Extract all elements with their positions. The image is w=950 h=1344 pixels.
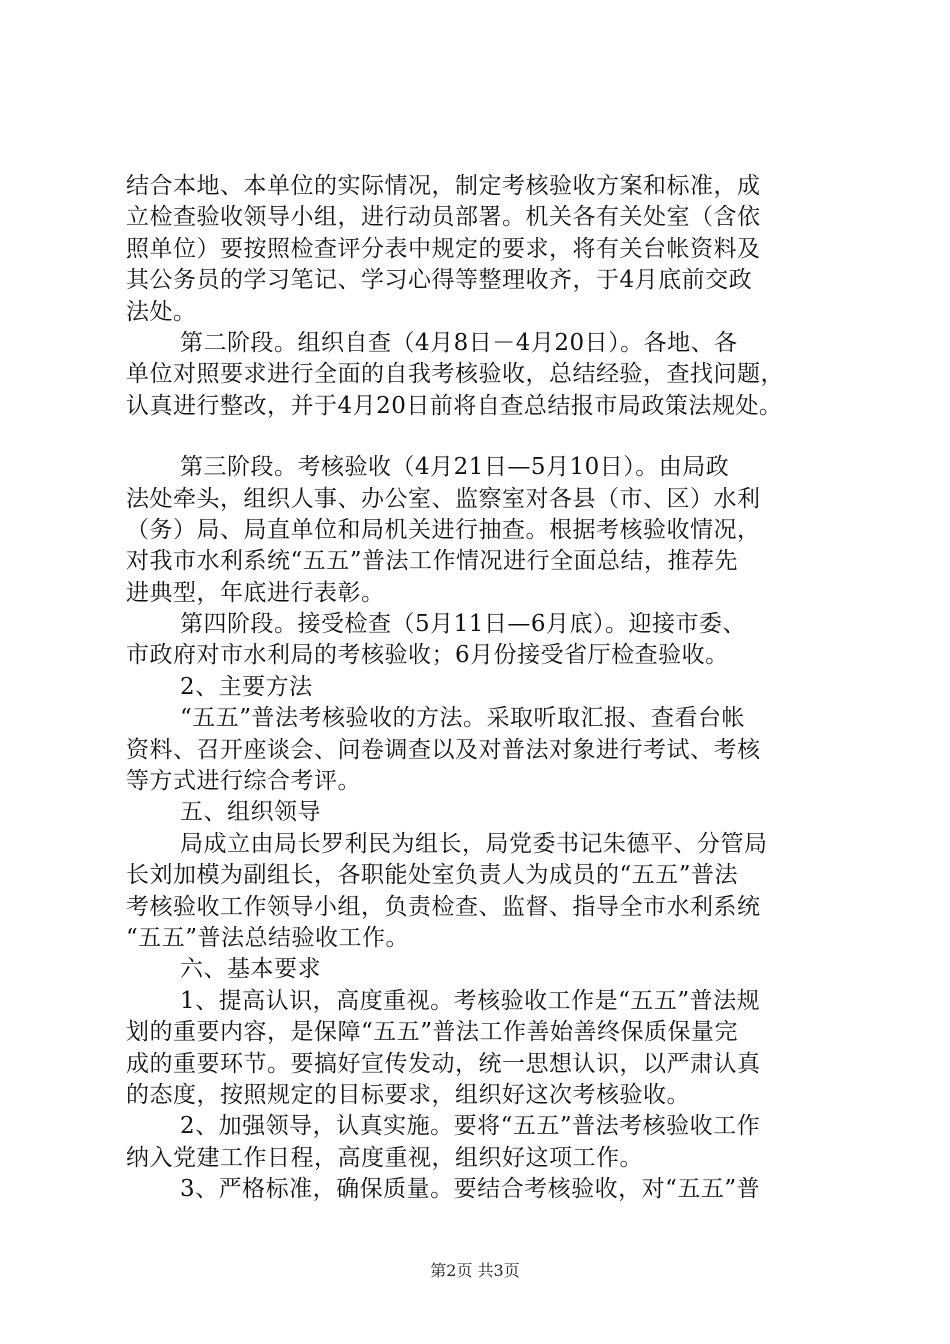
text-line: 立检查验收领导小组，进行动员部署。机关各有关处室（含依	[126, 204, 761, 231]
text-line: （务）局、局直单位和局机关进行抽查。根据考核验收情况，	[126, 516, 761, 543]
section-heading: 六、基本要求	[180, 956, 321, 983]
text-line: 的态度，按照规定的目标要求，组织好这次考核验收。	[126, 1081, 690, 1108]
paragraph-start: 第四阶段。接受检查（5月11日—6月底）。迎接市委、	[180, 611, 747, 638]
text-line: 照单位）要按照检查评分表中规定的要求，将有关台帐资料及	[126, 235, 761, 262]
text-line: 进典型，年底进行表彰。	[126, 579, 385, 606]
text-line: 资料、召开座谈会、问卷调查以及对普法对象进行考试、考核	[126, 736, 761, 763]
text-line: 纳入党建工作日程，高度重视，组织好这项工作。	[126, 1144, 643, 1171]
section-heading: 五、组织领导	[180, 799, 321, 826]
text-line: 长刘加模为副组长，各职能处室负责人为成员的“五五”普法	[126, 862, 739, 889]
text-line: 法处。	[126, 298, 197, 325]
section-heading: 2、主要方法	[180, 673, 313, 700]
document-body	[126, 171, 832, 1206]
text-line: 认真进行整改，并于4月20日前将自查总结报市局政策法规处。	[126, 392, 783, 419]
text-line: 等方式进行综合考评。	[126, 768, 361, 795]
paragraph-start: 1、提高认识，高度重视。考核验收工作是“五五”普法规	[180, 987, 761, 1014]
text-line: 划的重要内容，是保障“五五”普法工作善始善终保质保量完	[126, 1019, 739, 1046]
text-line: 成的重要环节。要搞好宣传发动，统一思想认识，以严肃认真	[126, 1050, 761, 1077]
text-line: 考核验收工作领导小组，负责检查、监督、指导全市水利系统	[126, 893, 761, 920]
text-line: 对我市水利系统“五五”普法工作情况进行全面总结，推荐先	[126, 548, 739, 575]
paragraph-start: 第二阶段。组织自查（4月8日－4月20日）。各地、各	[180, 329, 738, 356]
text-line: 单位对照要求进行全面的自我考核验收，总结经验，查找问题，	[126, 361, 784, 388]
page-number-footer: 第2页 共3页	[430, 1261, 520, 1280]
text-line: 市政府对市水利局的考核验收；6月份接受省厅检查验收。	[126, 642, 729, 669]
text-line: “五五”普法总结验收工作。	[126, 924, 410, 951]
text-line: 法处牵头，组织人事、办公室、监察室对各县（市、区）水利	[126, 485, 761, 512]
paragraph-start: 2、加强领导，认真实施。要将“五五”普法考核验收工作	[180, 1113, 761, 1140]
paragraph-start: 第三阶段。考核验收（4月21日—5月10日）。由局政	[180, 454, 730, 481]
paragraph-gap	[126, 422, 832, 452]
text-line: 结合本地、本单位的实际情况，制定考核验收方案和标准，成	[126, 173, 761, 199]
paragraph-start: 局成立由局长罗利民为组长，局党委书记朱德平、分管局	[180, 830, 768, 857]
paragraph-start: “五五”普法考核验收的方法。采取听取汇报、查看台帐	[180, 705, 746, 732]
text-line: 其公务员的学习笔记、学习心得等整理收齐，于4月底前交政	[126, 267, 753, 294]
paragraph-start: 3、严格标准，确保质量。要结合考核验收，对“五五”普	[180, 1176, 761, 1203]
